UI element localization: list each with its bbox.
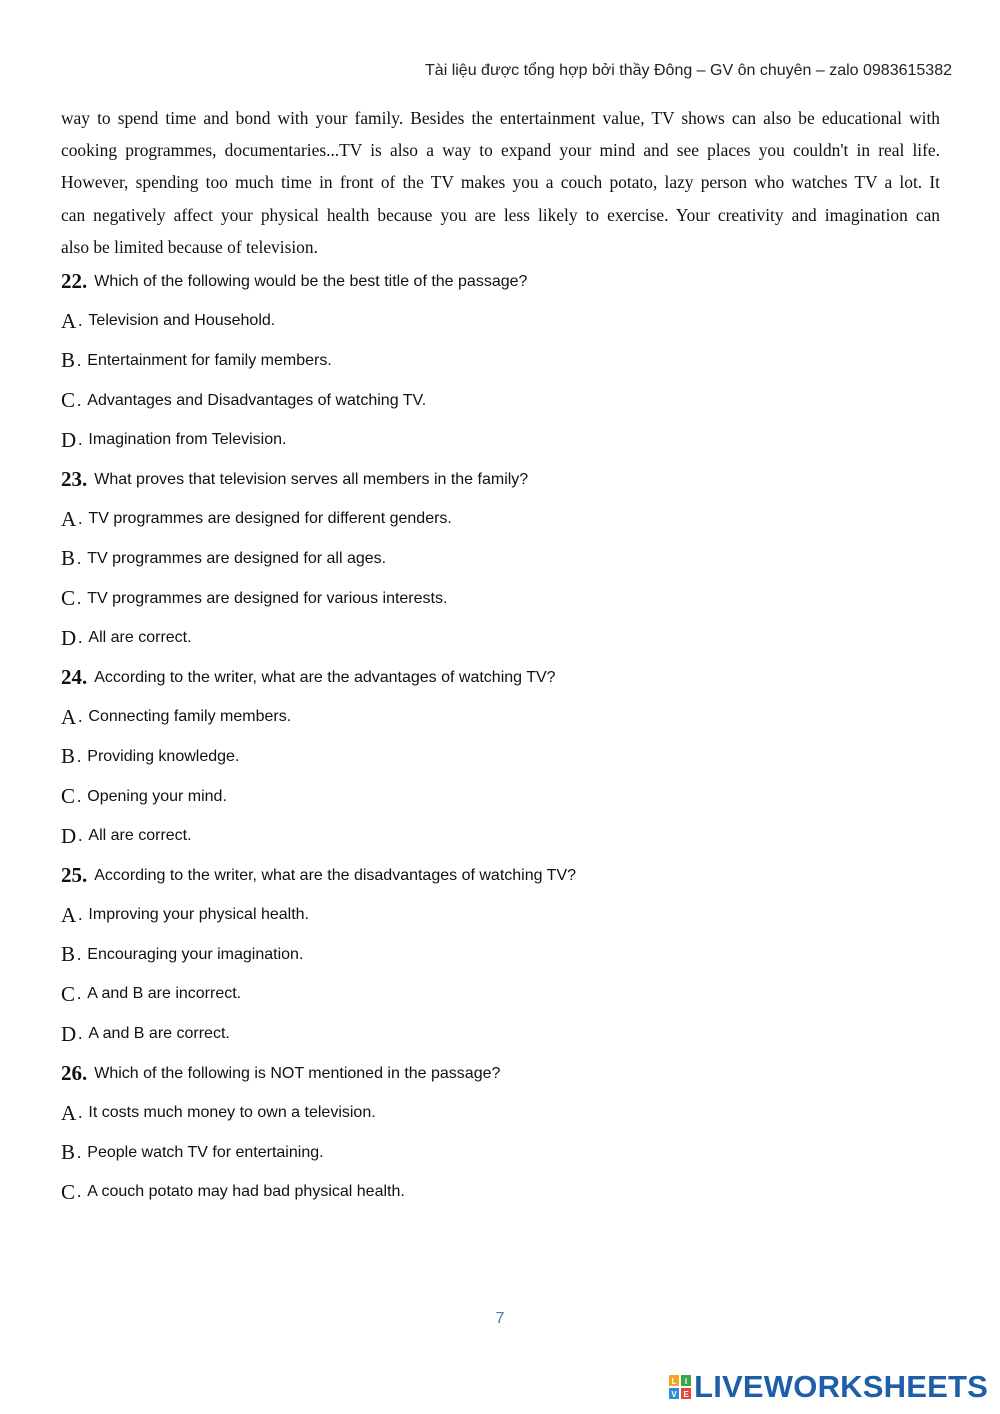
svg-text:L: L [671, 1377, 677, 1386]
question-stem [61, 658, 941, 698]
option-period: . [77, 390, 82, 410]
option-period: . [77, 746, 82, 766]
option-letter: C [61, 586, 76, 611]
option-text: A and B are incorrect. [87, 985, 242, 1003]
passage-line: However, spending too much time in front of the TV makes you a couch potato, lazy person who watches TV a lot. It [61, 172, 940, 193]
option-text: Opening your mind. [87, 787, 227, 805]
option-text: Connecting family members. [88, 708, 292, 726]
option-letter: B [61, 1140, 76, 1165]
option-letter: A [61, 704, 77, 729]
question-number: 26. [61, 1061, 88, 1086]
option-text: A and B are correct. [88, 1025, 230, 1043]
option-period: . [77, 786, 82, 806]
passage-line: way to spend time and bond with your family. Besides the entertainment value, TV shows can also be educational with [61, 108, 940, 128]
question-text: According to the writer, what are the disadvantages of watching TV? [94, 866, 577, 884]
answer-option[interactable] [61, 698, 941, 738]
option-text: People watch TV for entertaining. [87, 1143, 324, 1161]
answer-option[interactable] [61, 539, 941, 579]
option-text: Entertainment for family members. [87, 351, 332, 369]
option-letter: D [61, 625, 77, 650]
option-letter: A [61, 1100, 77, 1125]
answer-option[interactable] [61, 935, 941, 975]
option-text: Encouraging your imagination. [87, 945, 304, 963]
answer-option[interactable] [61, 500, 941, 540]
option-letter: B [61, 942, 76, 967]
option-period: . [78, 905, 83, 925]
option-letter: C [61, 784, 76, 809]
option-period: . [78, 311, 83, 331]
option-period: . [78, 707, 83, 727]
option-letter: C [61, 388, 76, 413]
option-letter: A [61, 308, 77, 333]
option-period: . [77, 548, 82, 568]
option-letter: D [61, 1021, 77, 1046]
answer-option[interactable] [61, 381, 941, 421]
option-letter: C [61, 981, 76, 1006]
option-text: It costs much money to own a television. [88, 1104, 376, 1122]
option-period: . [77, 944, 82, 964]
answer-option[interactable] [61, 302, 941, 342]
liveworksheets-logo [669, 1370, 988, 1404]
liveworksheets-icon [669, 1375, 691, 1399]
svg-text:V: V [671, 1390, 677, 1399]
question-number: 22. [61, 269, 88, 294]
question-text: Which of the following is NOT mentioned in the passage? [94, 1064, 501, 1082]
option-letter: D [61, 427, 77, 452]
option-text: TV programmes are designed for various interests. [87, 589, 448, 607]
question-list [61, 262, 941, 1212]
question-stem [61, 856, 941, 896]
option-text: Television and Household. [88, 312, 276, 330]
option-period: . [78, 509, 83, 529]
option-period: . [78, 1103, 83, 1123]
question-text: According to the writer, what are the advantages of watching TV? [94, 668, 556, 686]
question-number: 25. [61, 863, 88, 888]
passage-line: cooking programmes, documentaries...TV is also a way to expand your mind and see places you couldn't in real life. [61, 140, 940, 161]
answer-option[interactable] [61, 777, 941, 817]
question-stem [61, 262, 941, 302]
answer-option[interactable] [61, 737, 941, 777]
option-letter: B [61, 744, 76, 769]
reading-passage [61, 102, 940, 263]
option-period: . [77, 588, 82, 608]
question-number: 23. [61, 467, 88, 492]
question-number: 24. [61, 665, 88, 690]
option-period: . [78, 1024, 83, 1044]
option-letter: C [61, 1179, 76, 1204]
option-text: Advantages and Disadvantages of watching TV. [87, 391, 427, 409]
page-number: 7 [495, 1310, 505, 1327]
answer-option[interactable] [61, 816, 941, 856]
passage-line: can negatively affect your physical health because you are less likely to exercise. Your creativity and imagination can [61, 204, 940, 225]
answer-option[interactable] [61, 975, 941, 1015]
option-letter: B [61, 546, 76, 571]
option-letter: B [61, 348, 76, 373]
option-text: TV programmes are designed for different genders. [88, 510, 452, 528]
answer-option[interactable] [61, 1173, 941, 1213]
answer-option[interactable] [61, 618, 941, 658]
option-period: . [77, 984, 82, 1004]
question-stem [61, 1054, 941, 1094]
option-letter: A [61, 902, 77, 927]
option-letter: D [61, 823, 77, 848]
option-period: . [78, 628, 83, 648]
answer-option[interactable] [61, 1133, 941, 1173]
answer-option[interactable] [61, 579, 941, 619]
option-period: . [77, 1142, 82, 1162]
question-text: Which of the following would be the best title of the passage? [94, 272, 528, 290]
option-letter: A [61, 506, 77, 531]
option-period: . [77, 350, 82, 370]
option-text: A couch potato may had bad physical health. [87, 1183, 405, 1201]
question-stem [61, 460, 941, 500]
svg-text:I: I [684, 1377, 688, 1386]
option-text: Imagination from Television. [88, 431, 287, 449]
answer-option[interactable] [61, 1093, 941, 1133]
option-text: Improving your physical health. [88, 906, 309, 924]
page-header: Tài liệu được tổng hợp bởi thầy Đông – GV ôn chuyên – zalo 0983615382 [425, 62, 952, 79]
answer-option[interactable] [61, 896, 941, 936]
brand-name: LIVEWORKSHEETS [694, 1369, 988, 1404]
option-text: TV programmes are designed for all ages. [87, 549, 387, 567]
answer-option[interactable] [61, 1014, 941, 1054]
option-text: All are correct. [88, 827, 192, 845]
svg-text:E: E [683, 1390, 689, 1399]
answer-option[interactable] [61, 420, 941, 460]
option-period: . [78, 430, 83, 450]
passage-line: also be limited because of television. [61, 236, 318, 257]
option-period: . [78, 826, 83, 846]
option-text: Providing knowledge. [87, 747, 240, 765]
question-text: What proves that television serves all members in the family? [94, 470, 529, 488]
option-period: . [77, 1182, 82, 1202]
answer-option[interactable] [61, 341, 941, 381]
option-text: All are correct. [88, 629, 192, 647]
